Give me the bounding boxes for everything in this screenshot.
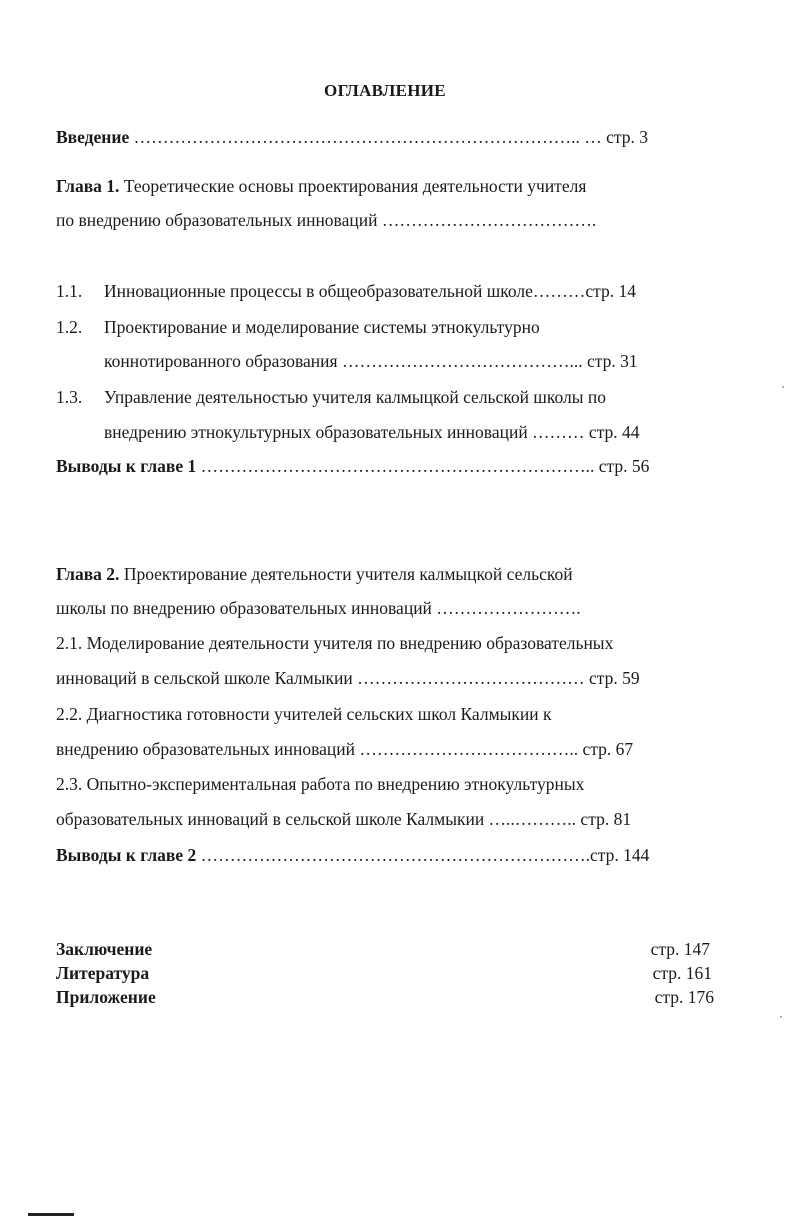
toc-chapter1-conclusion	[56, 455, 649, 477]
back-matter-conclusion-page: стр. 147	[650, 939, 710, 959]
chapter1-title-line1: Теоретические основы проектирования деятельности учителя	[119, 176, 587, 196]
back-matter-conclusion-label: Заключение	[56, 939, 153, 959]
section-1-3-title-line2: внедрению этнокультурных образовательных инноваций ……… стр. 44	[104, 422, 640, 442]
toc-chapter2-conclusion	[56, 844, 649, 866]
section-1-2-number: 1.2.	[56, 317, 83, 337]
toc-intro-label: Введение	[56, 127, 130, 147]
scan-speck	[782, 386, 784, 388]
chapter1-conclusion-leader: ………………………………………………………….. стр. 56	[196, 456, 650, 476]
section-1-2-title-line2: коннотированного образования …………………………………... стр. 31	[104, 351, 638, 371]
chapter2-label: Глава 2.	[56, 564, 120, 584]
section-2-3-title-line2: образовательных инноваций в сельской школе Калмыкии …..……….. стр. 81	[56, 809, 632, 829]
chapter1-conclusion-label: Выводы к главе 1	[56, 456, 197, 476]
chapter2-title-line1: Проектирование деятельности учителя калмыцкой сельской	[119, 564, 573, 584]
back-matter-appendix-page: стр. 176	[654, 987, 714, 1007]
section-2-2-title-line2: внедрению образовательных инноваций ……………………………….. стр. 67	[56, 739, 634, 759]
section-1-3-number: 1.3.	[56, 387, 83, 407]
page-title: ОГЛАВЛЕНИЕ	[324, 81, 446, 100]
toc-chapter2-heading	[56, 563, 573, 585]
chapter1-label: Глава 1.	[56, 176, 120, 196]
toc-chapter1-heading	[56, 175, 586, 197]
section-1-1-number: 1.1.	[56, 281, 83, 301]
toc-intro-page: стр. 3	[606, 127, 648, 147]
section-1-1-title: Инновационные процессы в общеобразовательной школе………стр. 14	[104, 281, 636, 301]
section-2-1-title-line2: инноваций в сельской школе Калмыкии ………………………………… стр. 59	[56, 668, 640, 688]
toc-intro-leader: ………………………………………………………………….. …	[129, 127, 607, 147]
section-1-3-title-line1: Управление деятельностью учителя калмыцкой сельской школы по	[104, 387, 606, 407]
back-matter-literature-page: стр. 161	[652, 963, 712, 983]
section-2-3-title-line1: 2.3. Опытно-экспериментальная работа по внедрению этнокультурных	[56, 774, 585, 794]
chapter2-title-line2: школы по внедрению образовательных инноваций …………………….	[56, 598, 581, 618]
toc-entry-intro	[56, 126, 648, 148]
chapter2-conclusion-label: Выводы к главе 2	[56, 845, 197, 865]
back-matter-literature-label: Литература	[56, 963, 150, 983]
section-1-2-title-line1: Проектирование и моделирование системы этнокультурно	[104, 317, 540, 337]
chapter2-conclusion-leader: ………………………………………………………….стр. 144	[196, 845, 650, 865]
section-2-1-title-line1: 2.1. Моделирование деятельности учителя по внедрению образовательных	[56, 633, 614, 653]
scan-speck	[780, 1016, 782, 1018]
back-matter-appendix-label: Приложение	[56, 987, 156, 1007]
scan-edge-mark	[28, 1213, 74, 1216]
chapter1-title-line2: по внедрению образовательных инноваций ……………………………….	[56, 210, 597, 230]
section-2-2-title-line1: 2.2. Диагностика готовности учителей сельских школ Калмыкии к	[56, 704, 552, 724]
